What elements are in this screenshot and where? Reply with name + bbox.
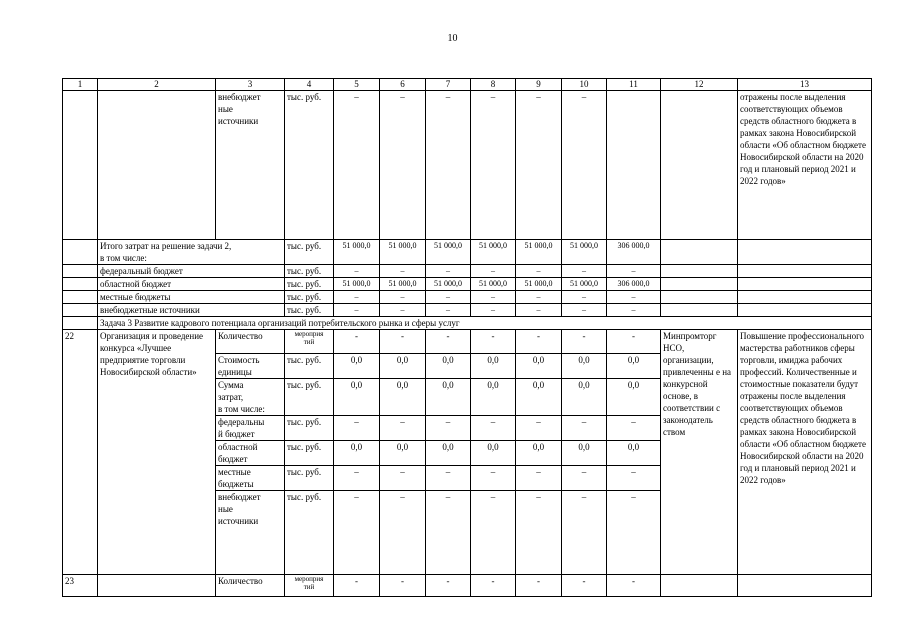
result-cell: отражены после выделения соответствующих объемов средств областного бюджета в рамках закона Новосибирской области «Об областном бюджете Новосибирской области на 2020 год и плановый период 2021 и 2022 годов»: [738, 91, 872, 240]
page-number: 10: [447, 33, 458, 44]
value-cell: –: [471, 466, 516, 491]
value-cell: 0,0: [471, 354, 516, 379]
value-cell: -: [380, 330, 426, 354]
value-cell: 0,0: [607, 379, 661, 416]
value-cell: 0,0: [471, 441, 516, 466]
indicator-label: Стоимость единицы: [216, 354, 285, 379]
task-row: [63, 317, 872, 330]
value-cell: –: [426, 265, 471, 278]
value-cell: –: [380, 416, 426, 441]
value-cell: –: [516, 304, 562, 317]
table-row: [63, 330, 872, 354]
value-cell: –: [607, 491, 661, 575]
value-cell: 51 000,0: [562, 240, 607, 265]
indicator-label: Сумма затрат, в том числе:: [216, 379, 285, 416]
value-cell: –: [471, 291, 516, 304]
value-cell: -: [562, 575, 607, 597]
value-cell: –: [380, 466, 426, 491]
unit-cell: тыс. руб.: [285, 491, 334, 575]
table-row: [63, 91, 872, 240]
value-cell: –: [426, 304, 471, 317]
total-row: [63, 291, 872, 304]
value-cell: –: [334, 91, 380, 240]
value-cell: 0,0: [607, 441, 661, 466]
value-cell: 51 000,0: [380, 278, 426, 291]
value-cell: 51 000,0: [426, 240, 471, 265]
value-cell: –: [562, 491, 607, 575]
unit-cell: мероприя тий: [285, 575, 334, 597]
value-cell: 0,0: [516, 354, 562, 379]
value-cell: –: [334, 466, 380, 491]
value-cell: –: [334, 265, 380, 278]
unit-cell: тыс. руб.: [285, 265, 334, 278]
value-cell: 51 000,0: [516, 278, 562, 291]
value-cell: –: [380, 491, 426, 575]
value-cell: –: [426, 466, 471, 491]
value-cell: –: [516, 416, 562, 441]
col-header: 12: [661, 79, 738, 91]
total-row: [63, 304, 872, 317]
row-number: 23: [63, 575, 98, 597]
unit-cell: тыс. руб.: [285, 304, 334, 317]
value-cell: 0,0: [334, 354, 380, 379]
value-cell: 0,0: [334, 441, 380, 466]
value-cell: -: [471, 330, 516, 354]
value-cell: 51 000,0: [471, 278, 516, 291]
value-cell: –: [562, 291, 607, 304]
value-cell: –: [380, 91, 426, 240]
value-cell: –: [471, 491, 516, 575]
unit-cell: мероприя тий: [285, 330, 334, 354]
value-cell: –: [426, 416, 471, 441]
value-cell: –: [607, 466, 661, 491]
measure-name: Организация и проведение конкурса «Лучшее предприятие торговли Новосибирской области»: [98, 330, 216, 575]
value-cell: 0,0: [562, 354, 607, 379]
value-cell: –: [471, 416, 516, 441]
value-cell: 51 000,0: [334, 240, 380, 265]
value-cell: -: [516, 330, 562, 354]
total-label: федеральный бюджет: [98, 265, 285, 278]
unit-cell: тыс. руб.: [285, 291, 334, 304]
value-cell: -: [607, 575, 661, 597]
unit-cell: тыс. руб.: [285, 379, 334, 416]
source-label: внебюджет ные источники: [216, 91, 285, 240]
value-cell: –: [426, 91, 471, 240]
value-cell: -: [426, 330, 471, 354]
total-label: внебюджетные источники: [98, 304, 285, 317]
value-cell: 0,0: [380, 354, 426, 379]
total-row: [63, 278, 872, 291]
indicator-label: внебюджет ные источники: [216, 491, 285, 575]
col-header: 7: [426, 79, 471, 91]
col-header: 1: [63, 79, 98, 91]
value-cell: –: [334, 416, 380, 441]
value-cell: 51 000,0: [380, 240, 426, 265]
value-cell: 0,0: [426, 354, 471, 379]
value-cell: –: [562, 265, 607, 278]
value-cell: –: [516, 491, 562, 575]
value-cell: -: [562, 330, 607, 354]
value-cell: 51 000,0: [562, 278, 607, 291]
task-heading: Задача 3 Развитие кадрового потенциала организаций потребительского рынка и сферы услуг: [98, 317, 872, 330]
col-header: 5: [334, 79, 380, 91]
value-cell: –: [562, 304, 607, 317]
value-cell: –: [607, 265, 661, 278]
indicator-label: Количество: [216, 575, 285, 597]
value-cell: –: [516, 466, 562, 491]
value-cell: -: [334, 330, 380, 354]
value-cell: -: [471, 575, 516, 597]
row-number: 22: [63, 330, 98, 575]
value-cell: 0,0: [516, 441, 562, 466]
total-row: [63, 240, 872, 265]
value-cell: -: [426, 575, 471, 597]
value-cell: –: [380, 265, 426, 278]
value-cell: –: [562, 91, 607, 240]
value-cell: 51 000,0: [426, 278, 471, 291]
value-cell: 51 000,0: [516, 240, 562, 265]
unit-cell: тыс. руб.: [285, 416, 334, 441]
value-cell: 0,0: [562, 379, 607, 416]
indicator-label: федеральны й бюджет: [216, 416, 285, 441]
value-cell: 0,0: [607, 354, 661, 379]
value-cell: –: [471, 91, 516, 240]
value-cell: 0,0: [380, 441, 426, 466]
program-table: [62, 78, 872, 597]
value-cell: –: [516, 265, 562, 278]
value-cell: -: [380, 575, 426, 597]
value-cell: 306 000,0: [607, 240, 661, 265]
total-label: областной бюджет: [98, 278, 285, 291]
col-header: 6: [380, 79, 426, 91]
value-cell: 0,0: [426, 441, 471, 466]
value-cell: –: [516, 291, 562, 304]
value-cell: 51 000,0: [334, 278, 380, 291]
value-cell: –: [426, 491, 471, 575]
unit-cell: тыс. руб.: [285, 240, 334, 265]
col-header: 3: [216, 79, 285, 91]
table-row: [63, 575, 872, 597]
value-cell: –: [334, 491, 380, 575]
value-cell: –: [426, 291, 471, 304]
total-label: местные бюджеты: [98, 291, 285, 304]
col-header: 9: [516, 79, 562, 91]
value-cell: [607, 91, 661, 240]
total-row: [63, 265, 872, 278]
value-cell: –: [607, 304, 661, 317]
col-header: 13: [738, 79, 872, 91]
value-cell: –: [607, 416, 661, 441]
executor-cell: Минпромторг НСО, организации, привлеченны е на конкурсной основе, в соответствии с законодатель ством: [661, 330, 738, 575]
col-header: 8: [471, 79, 516, 91]
value-cell: 0,0: [334, 379, 380, 416]
value-cell: –: [516, 91, 562, 240]
value-cell: 0,0: [471, 379, 516, 416]
value-cell: –: [334, 291, 380, 304]
header-row: [63, 79, 872, 91]
col-header: 11: [607, 79, 661, 91]
indicator-label: Количество: [216, 330, 285, 354]
unit-cell: тыс. руб.: [285, 91, 334, 240]
total-label: Итого затрат на решение задачи 2, в том числе:: [98, 240, 285, 265]
value-cell: –: [471, 304, 516, 317]
col-header: 2: [98, 79, 216, 91]
value-cell: 306 000,0: [607, 278, 661, 291]
value-cell: -: [334, 575, 380, 597]
value-cell: -: [607, 330, 661, 354]
indicator-label: местные бюджеты: [216, 466, 285, 491]
col-header: 10: [562, 79, 607, 91]
value-cell: –: [562, 416, 607, 441]
value-cell: –: [607, 291, 661, 304]
unit-cell: тыс. руб.: [285, 354, 334, 379]
value-cell: –: [380, 304, 426, 317]
value-cell: –: [562, 466, 607, 491]
unit-cell: тыс. руб.: [285, 278, 334, 291]
value-cell: –: [334, 304, 380, 317]
result-cell: Повышение профессионального мастерства работников сферы торговли, имиджа рабочих профессий. Количественные и стоимостные показатели будут отражены после выделения соответствующих объемов средств областного бюджета в рамках закона Новосибирской области «Об областном бюджете Новосибирской области на 2020 год и плановый период 2021 и 2022 годов»: [738, 330, 872, 575]
value-cell: 51 000,0: [471, 240, 516, 265]
col-header: 4: [285, 79, 334, 91]
value-cell: –: [471, 265, 516, 278]
value-cell: 0,0: [562, 441, 607, 466]
value-cell: –: [380, 291, 426, 304]
value-cell: 0,0: [516, 379, 562, 416]
value-cell: 0,0: [380, 379, 426, 416]
indicator-label: областной бюджет: [216, 441, 285, 466]
unit-cell: тыс. руб.: [285, 441, 334, 466]
unit-cell: тыс. руб.: [285, 466, 334, 491]
value-cell: -: [516, 575, 562, 597]
value-cell: 0,0: [426, 379, 471, 416]
